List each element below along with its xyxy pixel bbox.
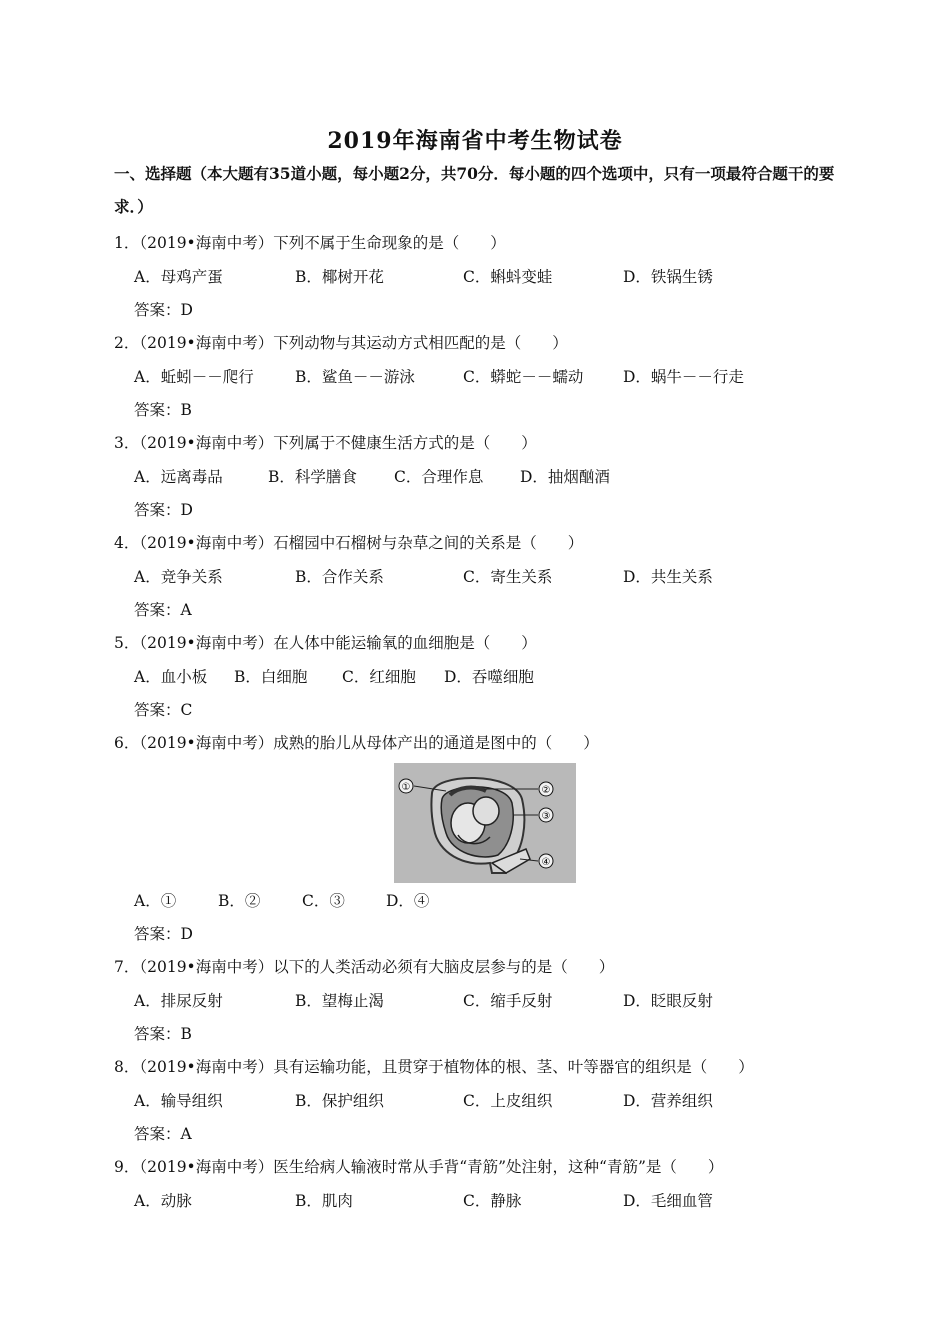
- option-d: D．毛细血管: [623, 1192, 713, 1210]
- option-a: A．①: [134, 892, 177, 910]
- question-stem: 5．（2019•海南中考）在人体中能运输氧的血细胞是（ ）: [114, 634, 537, 652]
- option-c: C．缩手反射: [463, 992, 553, 1010]
- option-a: A．竞争关系: [134, 568, 223, 586]
- option-c: C．寄生关系: [463, 568, 553, 586]
- answer: 答案：D: [134, 501, 193, 519]
- question-stem: 3．（2019•海南中考）下列属于不健康生活方式的是（ ）: [114, 434, 537, 452]
- option-c: C．上皮组织: [463, 1092, 553, 1110]
- section-heading: 一、选择题（本大题有35道小题，每小题2分，共70分．每小题的四个选项中，只有一项最符合题干的要求．）: [114, 164, 835, 216]
- question-stem: 4．（2019•海南中考）石榴园中石榴树与杂草之间的关系是（ ）: [114, 534, 584, 552]
- option-c: C．红细胞: [342, 668, 416, 686]
- page-title: 2019年海南省中考生物试卷: [327, 128, 623, 154]
- answer: 答案：A: [134, 1125, 192, 1143]
- answer: 答案：D: [134, 301, 193, 319]
- option-c: C．③: [302, 892, 345, 910]
- answer: 答案：C: [134, 701, 193, 719]
- option-d: D．抽烟酗酒: [520, 468, 610, 486]
- question-stem: 8．（2019•海南中考）具有运输功能，且贯穿于植物体的根、茎、叶等器官的组织是（ ）: [114, 1058, 754, 1076]
- figure-label-1: ①: [401, 782, 411, 793]
- option-b: B．合作关系: [295, 568, 384, 586]
- uterus-diagram: [394, 763, 576, 883]
- question-stem: 2．（2019•海南中考）下列动物与其运动方式相匹配的是（ ）: [114, 334, 568, 352]
- question-stem: 7．（2019•海南中考）以下的人类活动必须有大脑皮层参与的是（ ）: [114, 958, 615, 976]
- option-a: A．动脉: [134, 1192, 192, 1210]
- option-d: D．眨眼反射: [623, 992, 713, 1010]
- figure-label-4: ④: [541, 857, 551, 868]
- option-b: B．鲨鱼－－游泳: [295, 368, 415, 386]
- figure-label-3: ③: [541, 811, 551, 822]
- option-a: A．母鸡产蛋: [134, 268, 223, 286]
- option-b: B．保护组织: [295, 1092, 384, 1110]
- option-c: C．蝌蚪变蛙: [463, 268, 553, 286]
- option-a: A．输导组织: [134, 1092, 223, 1110]
- option-b: B．科学膳食: [268, 468, 357, 486]
- option-d: D．营养组织: [623, 1092, 713, 1110]
- answer: 答案：D: [134, 925, 193, 943]
- fetus-uterus-figure: [394, 763, 576, 883]
- option-a: A．远离毒品: [134, 468, 223, 486]
- option-c: C．静脉: [463, 1192, 522, 1210]
- answer: 答案：B: [134, 401, 192, 419]
- option-b: B．白细胞: [234, 668, 308, 686]
- question-stem: 9．（2019•海南中考）医生给病人输液时常从手背“青筋”处注射，这种“青筋”是（ ）: [114, 1158, 724, 1176]
- option-d: D．共生关系: [623, 568, 713, 586]
- option-c: C．合理作息: [394, 468, 484, 486]
- option-a: A．蚯蚓－－爬行: [134, 368, 254, 386]
- option-b: B．椰树开花: [295, 268, 384, 286]
- answer: 答案：B: [134, 1025, 192, 1043]
- option-a: A．排尿反射: [134, 992, 223, 1010]
- question-stem: 6．（2019•海南中考）成熟的胎儿从母体产出的通道是图中的（ ）: [114, 734, 599, 752]
- option-b: B．②: [218, 892, 261, 910]
- figure-label-2: ②: [541, 785, 551, 796]
- option-d: D．④: [386, 892, 430, 910]
- question-stem: 1．（2019•海南中考）下列不属于生命现象的是（ ）: [114, 234, 506, 252]
- option-a: A．血小板: [134, 668, 208, 686]
- option-d: D．蜗牛－－行走: [623, 368, 744, 386]
- option-d: D．吞噬细胞: [444, 668, 534, 686]
- option-c: C．蟒蛇－－蠕动: [463, 368, 584, 386]
- answer: 答案：A: [134, 601, 192, 619]
- option-b: B．望梅止渴: [295, 992, 384, 1010]
- option-b: B．肌肉: [295, 1192, 353, 1210]
- option-d: D．铁锅生锈: [623, 268, 713, 286]
